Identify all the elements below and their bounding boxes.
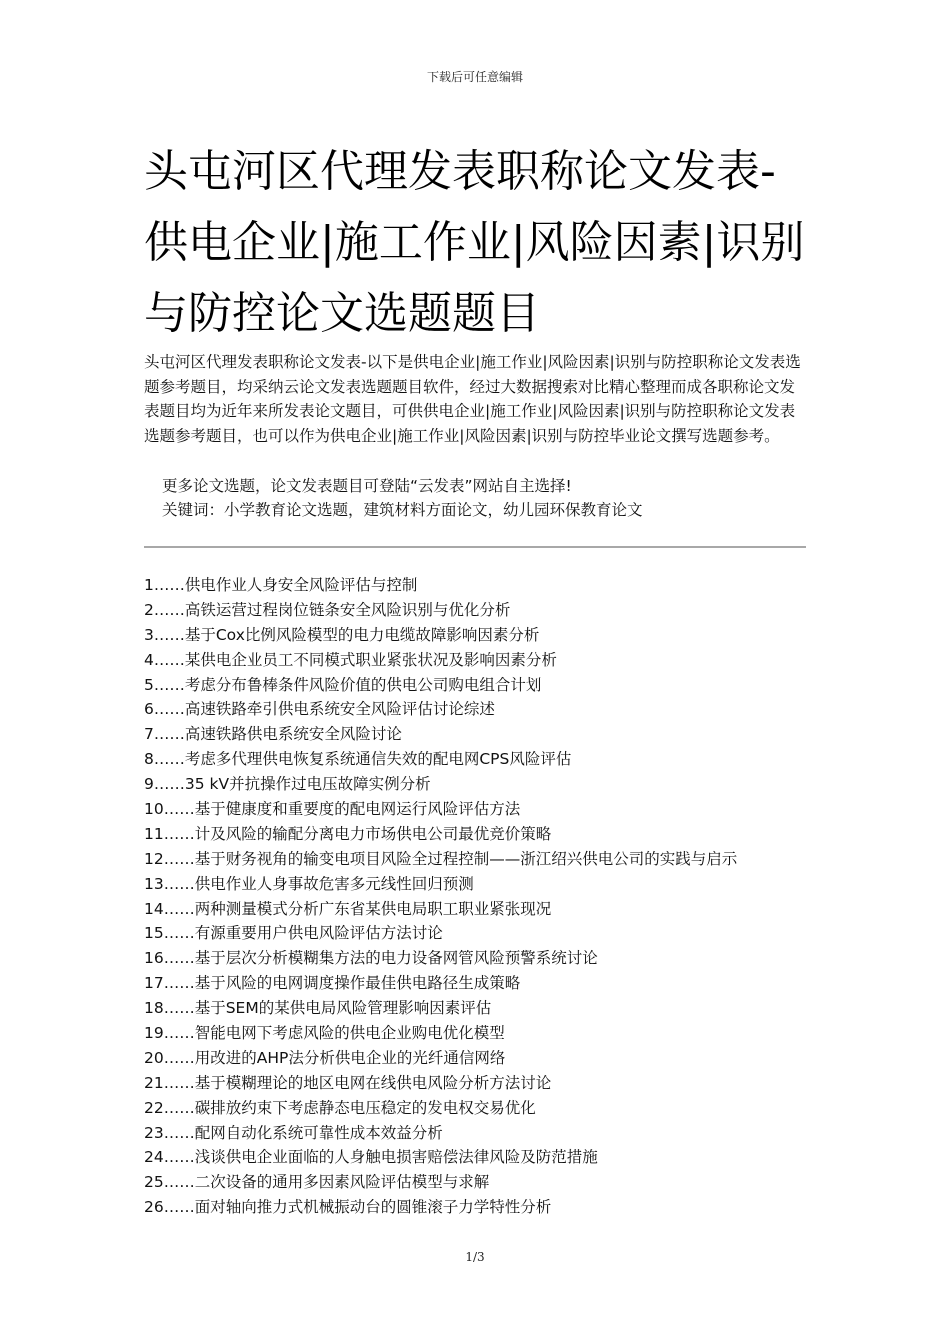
topic-item: 4……某供电企业员工不同模式职业紧张状况及影响因素分析	[144, 650, 557, 669]
topic-item: 12……基于财务视角的输变电项目风险全过程控制——浙江绍兴供电公司的实践与启示	[144, 849, 738, 868]
topic-item: 21……基于模糊理论的地区电网在线供电风险分析方法讨论	[144, 1073, 552, 1092]
topic-item: 8……考虑多代理供电恢复系统通信失效的配电网CPS风险评估	[144, 750, 572, 769]
topic-item: 2……高铁运营过程岗位链条安全风险识别与优化分析	[144, 600, 511, 619]
topic-item: 13……供电作业人身事故危害多元线性回归预测	[144, 874, 474, 893]
intro-paragraph: 头屯河区代理发表职称论文发表-以下是供电企业|施工作业|风险因素|识别与防控职称论文发表选题参考题目，均采纳云论文发表选题题目软件，经过大数据搜索对比精心整理而成各职称论文发表题目均为近年来所发表论文题目，可供供电企业|施工作业|风险因素|识别与防控职称论文发表选题参考题目，也可以作为供电企业|施工作业|风险因素|识别与防控毕业论文撰写选题参考。	[144, 353, 801, 445]
topic-item: 22……碳排放约束下考虑静态电压稳定的发电权交易优化	[144, 1098, 536, 1117]
page-number: 1/3	[465, 1250, 485, 1264]
header-note: 下载后可任意编辑	[426, 70, 523, 84]
topic-item: 19……智能电网下考虑风险的供电企业购电优化模型	[144, 1024, 505, 1043]
topic-item: 10……基于健康度和重要度的配电网运行风险评估方法	[144, 800, 521, 819]
document-title: 头屯河区代理发表职称论文发表-供电企业|施工作业|风险因素|识别与防控论文选题题目	[144, 146, 805, 339]
topic-item: 11……计及风险的输配分离电力市场供电公司最优竞价策略	[144, 824, 552, 843]
topic-item: 15……有源重要用户供电风险评估方法讨论	[144, 924, 443, 943]
topic-item: 26……面对轴向推力式机械振动台的圆锥滚子力学特性分析	[144, 1198, 552, 1217]
topic-item: 3……基于Cox比例风险模型的电力电缆故障影响因素分析	[144, 625, 540, 644]
topic-item: 7……高速铁路供电系统安全风险讨论	[144, 725, 402, 744]
more-topics-note: 更多论文选题，论文发表题目可登陆“云发表”网站自主选择!	[162, 477, 572, 495]
topic-item: 5……考虑分布鲁棒条件风险价值的供电公司购电组合计划	[144, 675, 542, 694]
topic-item: 1……供电作业人身安全风险评估与控制	[144, 576, 418, 594]
topic-item: 20……用改进的AHP法分析供电企业的光纤通信网络	[144, 1048, 506, 1067]
topic-item: 16……基于层次分析模糊集方法的电力设备网管风险预警系统讨论	[144, 949, 598, 968]
keywords-line: 关键词：小学教育论文选题，建筑材料方面论文，幼儿园环保教育论文	[162, 501, 643, 519]
section-divider	[144, 546, 806, 548]
topic-item: 17……基于风险的电网调度操作最佳供电路径生成策略	[144, 974, 521, 993]
topic-item: 18……基于SEM的某供电局风险管理影响因素评估	[144, 999, 492, 1018]
topic-item: 6……高速铁路牵引供电系统安全风险评估讨论综述	[144, 700, 495, 719]
topic-item: 9……35 kV并抗操作过电压故障实例分析	[144, 775, 431, 794]
topic-item: 24……浅谈供电企业面临的人身触电损害赔偿法律风险及防范措施	[144, 1148, 598, 1167]
topic-item: 23……配网自动化系统可靠性成本效益分析	[144, 1123, 443, 1142]
topic-list	[144, 573, 824, 1220]
topic-item: 25……二次设备的通用多因素风险评估模型与求解	[144, 1173, 490, 1192]
topic-item: 14……两种测量模式分析广东省某供电局职工职业紧张现况	[144, 899, 552, 918]
